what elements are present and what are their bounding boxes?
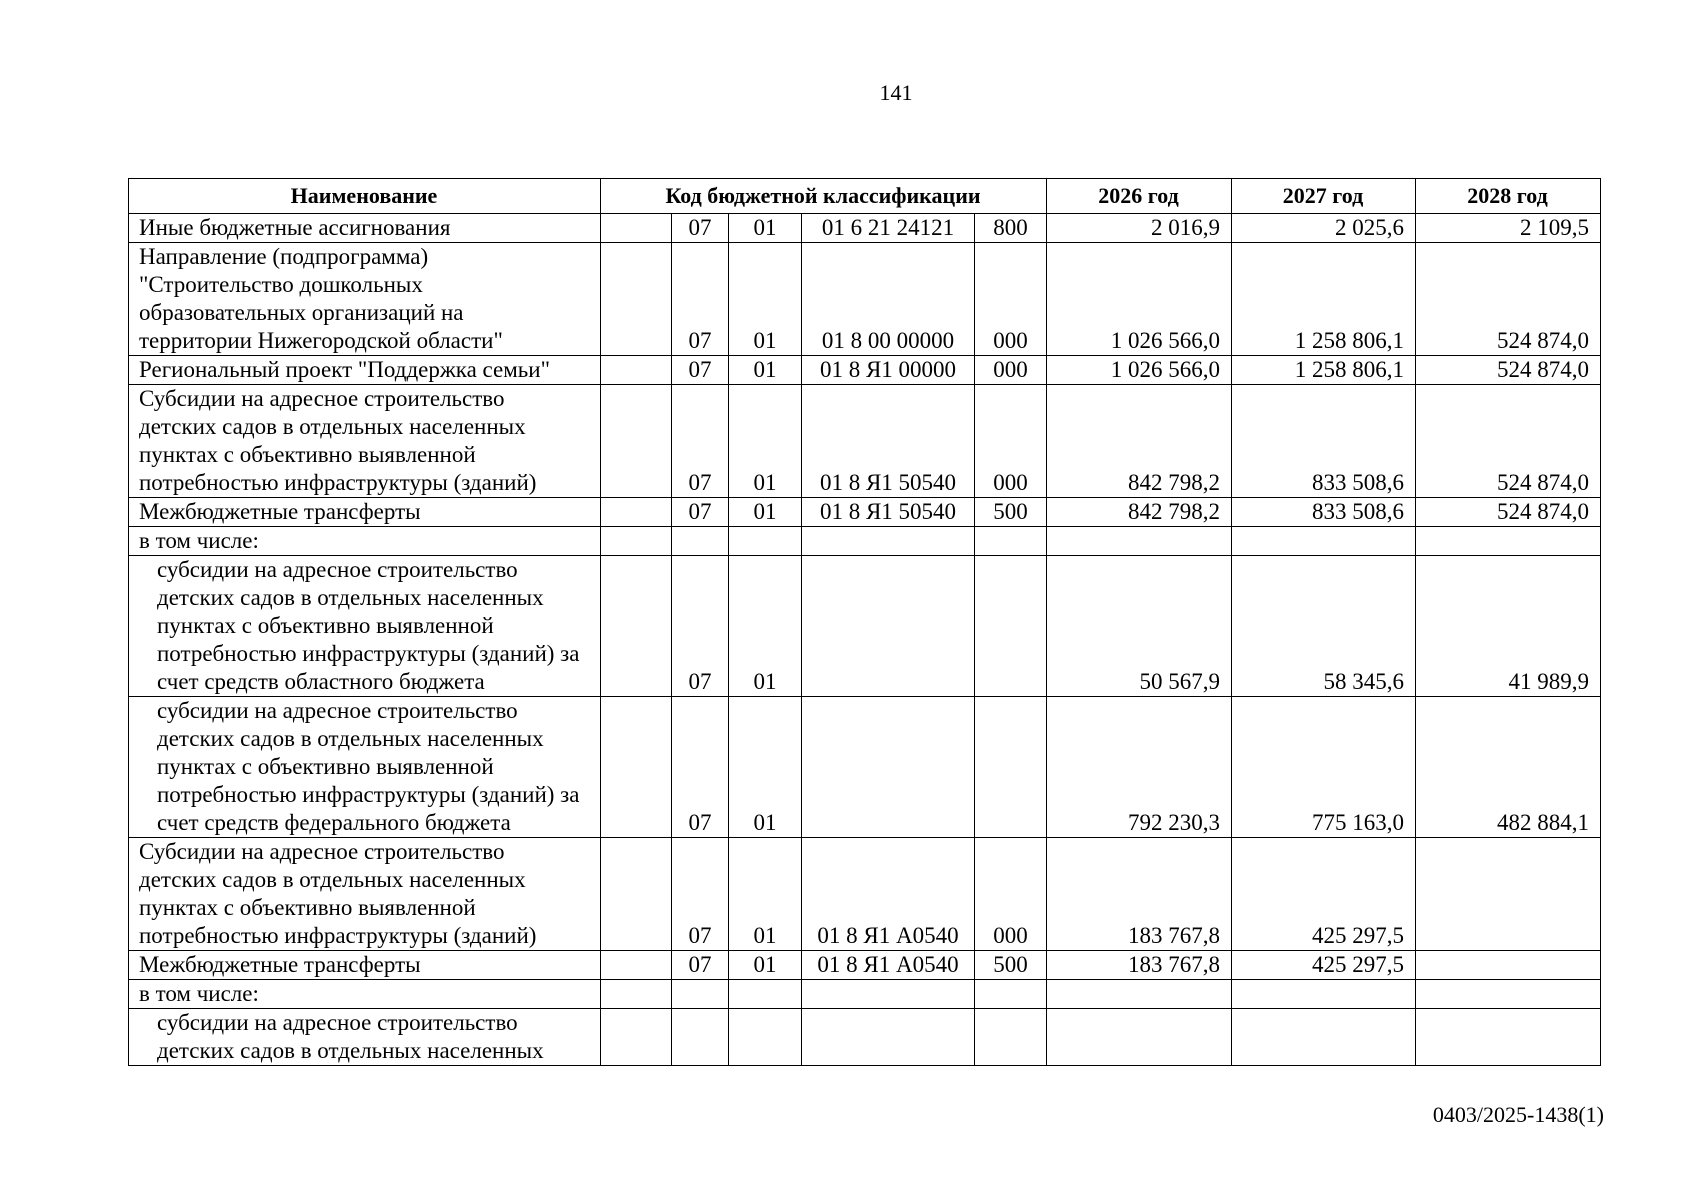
code-expense-type [975, 556, 1047, 697]
code-subsection: 01 [729, 556, 802, 697]
header-2026: 2026 год [1047, 179, 1232, 214]
code-expense-type: 000 [975, 356, 1047, 385]
row-name: Направление (подпрограмма) "Строительство дошкольных образовательных организаций на территории Нижегородской области" [129, 243, 601, 356]
code-expense-type: 000 [975, 243, 1047, 356]
value-2026: 183 767,8 [1047, 951, 1232, 980]
value-2027: 425 297,5 [1232, 838, 1416, 951]
code-expense-type [975, 697, 1047, 838]
table-row [129, 838, 1601, 951]
document-code: 0403/2025-1438(1) [1432, 1102, 1604, 1127]
table-row [129, 697, 1601, 838]
code-target-article [802, 980, 975, 1009]
table-row [129, 527, 1601, 556]
code-cell [601, 951, 672, 980]
table-row [129, 951, 1601, 980]
value-2027: 1 258 806,1 [1232, 243, 1416, 356]
code-cell [601, 838, 672, 951]
value-2027: 2 025,6 [1232, 214, 1416, 243]
value-2026: 183 767,8 [1047, 838, 1232, 951]
code-expense-type [975, 1009, 1047, 1066]
code-section: 07 [672, 385, 729, 498]
code-target-article: 01 8 Я1 А0540 [802, 951, 975, 980]
code-cell [601, 385, 672, 498]
value-2026: 792 230,3 [1047, 697, 1232, 838]
value-2026: 2 016,9 [1047, 214, 1232, 243]
code-section: 07 [672, 556, 729, 697]
table-row [129, 356, 1601, 385]
value-2028: 524 874,0 [1416, 356, 1601, 385]
header-2027: 2027 год [1232, 179, 1416, 214]
value-2028: 524 874,0 [1416, 243, 1601, 356]
code-target-article: 01 8 Я1 50540 [802, 385, 975, 498]
code-target-article: 01 8 00 00000 [802, 243, 975, 356]
code-section: 07 [672, 498, 729, 527]
value-2027 [1232, 980, 1416, 1009]
code-section: 07 [672, 356, 729, 385]
code-cell [601, 697, 672, 838]
value-2026 [1047, 1009, 1232, 1066]
row-name: Субсидии на адресное строительство детских садов в отдельных населенных пунктах с объективно выявленной потребностью инфраструктуры (зданий) [129, 385, 601, 498]
value-2026: 1 026 566,0 [1047, 243, 1232, 356]
value-2028: 524 874,0 [1416, 385, 1601, 498]
row-name: субсидии на адресное строительство детских садов в отдельных населенных пунктах с объективно выявленной потребностью инфраструктуры (зданий) за счет средств областного бюджета [129, 556, 601, 697]
value-2028 [1416, 838, 1601, 951]
code-subsection: 01 [729, 243, 802, 356]
table-row [129, 243, 1601, 356]
header-budget-code: Код бюджетной классификации [601, 179, 1047, 214]
code-section: 07 [672, 243, 729, 356]
code-cell [601, 498, 672, 527]
code-cell [601, 556, 672, 697]
code-cell [601, 1009, 672, 1066]
code-subsection: 01 [729, 951, 802, 980]
code-expense-type: 000 [975, 385, 1047, 498]
value-2028 [1416, 951, 1601, 980]
value-2026 [1047, 980, 1232, 1009]
code-expense-type [975, 980, 1047, 1009]
table-row [129, 385, 1601, 498]
row-name: Субсидии на адресное строительство детских садов в отдельных населенных пунктах с объективно выявленной потребностью инфраструктуры (зданий) [129, 838, 601, 951]
value-2028 [1416, 1009, 1601, 1066]
table-row [129, 1009, 1601, 1066]
value-2026: 842 798,2 [1047, 385, 1232, 498]
code-subsection [729, 980, 802, 1009]
page-number: 141 [879, 80, 913, 105]
code-section [672, 527, 729, 556]
code-section: 07 [672, 838, 729, 951]
value-2028 [1416, 527, 1601, 556]
code-subsection: 01 [729, 498, 802, 527]
header-name: Наименование [129, 179, 601, 214]
code-subsection: 01 [729, 214, 802, 243]
code-section: 07 [672, 214, 729, 243]
code-subsection: 01 [729, 697, 802, 838]
code-subsection [729, 1009, 802, 1066]
value-2028: 524 874,0 [1416, 498, 1601, 527]
code-target-article [802, 527, 975, 556]
table-row [129, 980, 1601, 1009]
table-row [129, 214, 1601, 243]
code-section [672, 1009, 729, 1066]
code-cell [601, 356, 672, 385]
code-section: 07 [672, 951, 729, 980]
value-2026: 1 026 566,0 [1047, 356, 1232, 385]
code-target-article [802, 697, 975, 838]
table-row [129, 556, 1601, 697]
table-header-row [129, 179, 1601, 214]
code-expense-type: 000 [975, 838, 1047, 951]
value-2026: 842 798,2 [1047, 498, 1232, 527]
code-target-article [802, 1009, 975, 1066]
value-2028: 2 109,5 [1416, 214, 1601, 243]
code-subsection: 01 [729, 356, 802, 385]
row-name: Иные бюджетные ассигнования [129, 214, 601, 243]
value-2027: 833 508,6 [1232, 498, 1416, 527]
code-target-article [802, 556, 975, 697]
row-name: Межбюджетные трансферты [129, 498, 601, 527]
code-target-article: 01 8 Я1 50540 [802, 498, 975, 527]
value-2028: 41 989,9 [1416, 556, 1601, 697]
value-2027: 775 163,0 [1232, 697, 1416, 838]
code-expense-type: 500 [975, 498, 1047, 527]
row-name: субсидии на адресное строительство детских садов в отдельных населенных [129, 1009, 601, 1066]
code-expense-type [975, 527, 1047, 556]
code-target-article: 01 8 Я1 А0540 [802, 838, 975, 951]
code-cell [601, 214, 672, 243]
code-target-article: 01 6 21 24121 [802, 214, 975, 243]
row-name: Межбюджетные трансферты [129, 951, 601, 980]
code-section: 07 [672, 697, 729, 838]
code-cell [601, 980, 672, 1009]
value-2026: 50 567,9 [1047, 556, 1232, 697]
code-section [672, 980, 729, 1009]
value-2027: 833 508,6 [1232, 385, 1416, 498]
value-2027: 1 258 806,1 [1232, 356, 1416, 385]
code-expense-type: 800 [975, 214, 1047, 243]
code-cell [601, 527, 672, 556]
value-2028 [1416, 980, 1601, 1009]
value-2027 [1232, 1009, 1416, 1066]
budget-table [128, 178, 1601, 1066]
value-2027 [1232, 527, 1416, 556]
row-name: Региональный проект "Поддержка семьи" [129, 356, 601, 385]
value-2026 [1047, 527, 1232, 556]
code-cell [601, 243, 672, 356]
row-name: в том числе: [129, 980, 601, 1009]
value-2027: 58 345,6 [1232, 556, 1416, 697]
header-2028: 2028 год [1416, 179, 1601, 214]
value-2028: 482 884,1 [1416, 697, 1601, 838]
code-expense-type: 500 [975, 951, 1047, 980]
value-2027: 425 297,5 [1232, 951, 1416, 980]
table-row [129, 498, 1601, 527]
row-name: в том числе: [129, 527, 601, 556]
row-name: субсидии на адресное строительство детских садов в отдельных населенных пунктах с объективно выявленной потребностью инфраструктуры (зданий) за счет средств федерального бюджета [129, 697, 601, 838]
code-target-article: 01 8 Я1 00000 [802, 356, 975, 385]
code-subsection [729, 527, 802, 556]
table-body [129, 214, 1601, 1066]
code-subsection: 01 [729, 838, 802, 951]
code-subsection: 01 [729, 385, 802, 498]
